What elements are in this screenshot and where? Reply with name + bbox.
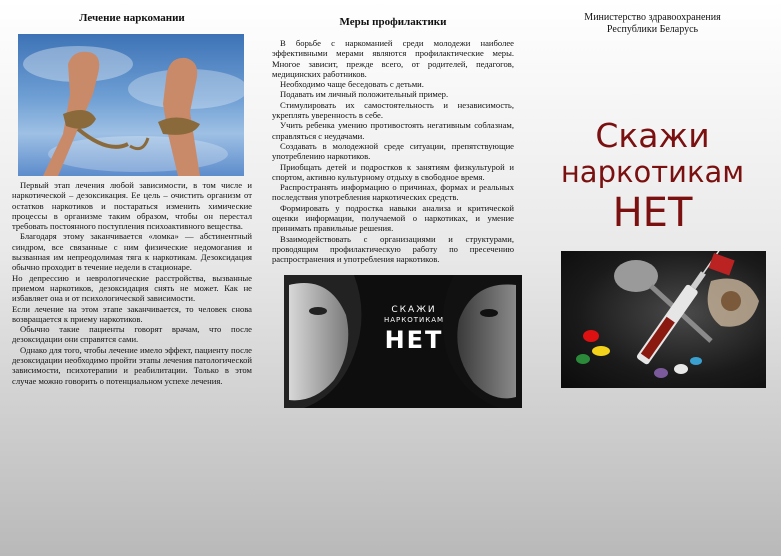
prevention-paragraph: Формировать у подростка навыки анализа и критической оценки информации, получаемой о наркотиках, и умение принимать правильные решения. [272,202,514,234]
poster-line2: НАРКОТИКАМ [383,315,445,324]
slogan-line3: НЕТ [612,190,693,236]
treatment-title: Лечение наркомании [79,12,185,24]
treatment-paragraph: Благодаря этому заканчивается «ломка» — абстинентный синдром, все связанные с ним физические недомогания и вызванная им непреодолимая тяга к наркотикам. Дезоксидация обычно проходит в течение недели в стационаре. [12,231,252,273]
poster-line1: СКАЖИ [391,304,437,315]
treatment-text [12,180,252,386]
drugs-photo [561,251,766,388]
slogan [534,118,771,236]
prevention-paragraph: Стимулировать их самостоятельность и независимость, укреплять уверенность в себе. [272,99,514,121]
ministry-header [534,12,771,36]
treatment-paragraph: Обычно такие пациенты говорят врачам, что после дезоксидации они справятся сами. [12,324,252,345]
prevention-paragraph: Подавать им личный положительный пример. [280,89,449,100]
prevention-title: Меры профилактики [339,16,447,28]
slogan-line1: Скажи [595,116,710,155]
poster-line3: НЕТ [384,325,444,354]
bound-hands-illustration [18,34,244,176]
prevention-paragraph: Распространять информацию о причинах, формах и реальных последствия употребления наркотических средств. [272,182,514,203]
ministry-line1: Министерство здравоохранения [584,12,721,23]
slogan-line2: наркотикам [560,155,745,189]
panel-cover [524,0,781,556]
say-no-poster-photo [284,275,522,408]
drugs-illustration [561,251,766,388]
prevention-paragraph: В борьбе с наркоманией среди молодежи наиболее эффективными мерами являются профилактические меры. Многое зависит, прежде всего, от родителей, педагогов, медицинских работников. [272,38,514,79]
prevention-paragraph: Взаимодействовать с организациями и структурами, проводящим профилактическую работу по пресечению распространения и употребления наркотиков. [272,233,514,265]
prevention-text [272,38,514,265]
ministry-line2: Республики Беларусь [606,24,699,35]
prevention-paragraph: Необходимо чаще беседовать с детьми. [280,79,424,90]
prevention-paragraph: Учить ребенка умению противостоять негативным соблазнам, справляться с неудачами. [272,120,514,141]
prevention-paragraph: Создавать в молодежной среде ситуации, препятствующие употреблению наркотиков. [272,140,514,162]
treatment-paragraph: Однако для того, чтобы лечение имело эффект, пациенту после дезоксидации необходимо пройти этапы лечения патологической зависимости, психотерапии и реабилитации. Только в этом случае можно говорить о потенциальном успехе лечения. [12,344,252,386]
prevention-paragraph: Приобщать детей и подростков к занятиям физкультурой и спортом, активно культурному отдыху в свободное время. [272,161,514,182]
treatment-paragraph: Первый этап лечения любой зависимости, в том числе и наркотической – дезоксикация. Ее цель – очистить организм от остатков наркотиков и постараться изменить химические процессы в организме таким образом, чтобы он перестал требовать постоянного поступления психоактивного вещества. [12,180,252,232]
poster-caption [364,305,464,354]
bound-hands-photo [18,34,244,176]
treatment-paragraph: Если лечение на этом этапе заканчивается, то человек снова возвращается к приему наркотиков. [12,303,252,324]
panel-prevention [262,0,524,556]
panel-treatment [0,0,262,556]
treatment-paragraph: Но депрессию и неврологические расстройства, вызванные приемом наркотиков, дезоксидация снять не может. Как не избавляет она и от психологической зависимости. [12,272,252,304]
